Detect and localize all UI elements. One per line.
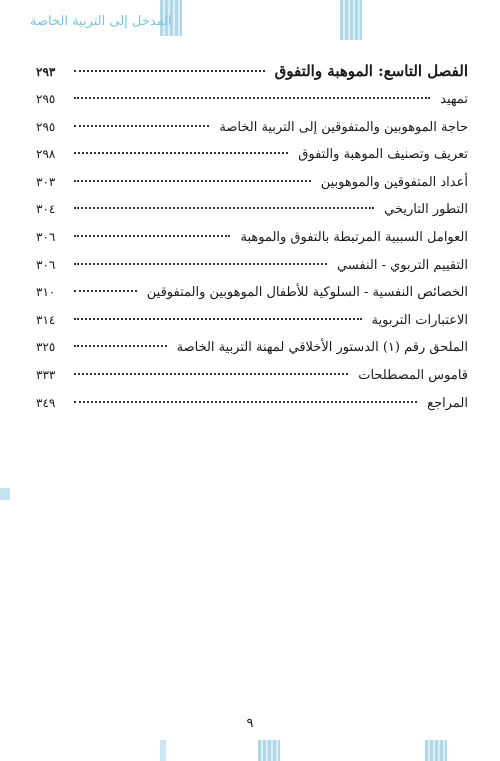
toc-leader-dots — [74, 263, 327, 265]
toc-entry-title: الخصائص النفسية - السلوكية للأطفال الموهوبين والمتفوقين — [146, 285, 468, 301]
toc-leader-dots — [74, 345, 167, 347]
toc-entry[interactable] — [36, 92, 468, 120]
toc-entry-title: التطور التاريخي — [384, 202, 468, 218]
toc-entry-page: ٢٩٣ — [36, 65, 56, 79]
running-head: المدخل إلى التربية الخاصة — [30, 14, 172, 29]
toc-leader-dots — [74, 207, 374, 209]
toc-leader-dots — [74, 97, 430, 99]
toc-chapter-entry[interactable] — [36, 62, 468, 92]
decorative-mark-left — [0, 488, 10, 500]
toc-entry[interactable] — [36, 175, 468, 203]
toc-entry-page: ٣٠٤ — [36, 202, 56, 217]
table-of-contents — [36, 62, 468, 423]
toc-entry-page: ٣١٠ — [36, 285, 56, 300]
toc-entry-page: ٢٩٥ — [36, 119, 56, 134]
toc-entry-page: ٢٩٨ — [36, 147, 56, 162]
toc-entry-page: ٣٠٦ — [36, 229, 56, 244]
toc-entry-title: العوامل السببية المرتبطة بالتفوق والموهبة — [240, 229, 468, 245]
toc-leader-dots — [74, 180, 311, 182]
toc-entry-title: تعريف وتصنيف الموهبة والتفوق — [298, 147, 468, 163]
toc-leader-dots — [74, 125, 209, 127]
toc-entry-page: ٣٠٦ — [36, 257, 56, 272]
toc-leader-dots — [74, 290, 137, 292]
page-number: ٩ — [246, 716, 254, 731]
toc-leader-dots — [74, 235, 230, 237]
toc-entry-page: ٣٤٩ — [36, 395, 56, 410]
toc-entry-page: ٢٩٥ — [36, 92, 56, 106]
toc-entry-title: الفصل التاسع: الموهبة والتفوق — [274, 62, 468, 80]
toc-entry[interactable] — [36, 258, 468, 286]
decorative-bar-bottom-left — [160, 740, 166, 761]
toc-leader-dots — [74, 373, 348, 375]
toc-entry-title: الاعتبارات التربوية — [371, 312, 468, 328]
toc-entry[interactable] — [36, 285, 468, 313]
toc-entry[interactable] — [36, 230, 468, 258]
decorative-bar-bottom-right — [425, 740, 447, 761]
toc-entry-title: حاجة الموهوبين والمتفوقين إلى التربية الخاصة — [219, 119, 468, 135]
toc-entry-page: ٣٣٣ — [36, 367, 56, 382]
toc-entry-page: ٣١٤ — [36, 312, 56, 327]
toc-leader-dots — [74, 152, 288, 154]
toc-entry[interactable] — [36, 396, 468, 424]
toc-entry-title: المراجع — [427, 395, 468, 411]
toc-entry[interactable] — [36, 147, 468, 175]
toc-entry-title: أعداد المتفوقين والموهوبين — [320, 174, 468, 190]
toc-entry[interactable] — [36, 340, 468, 368]
toc-entry-title: تمهيد — [440, 92, 468, 107]
toc-entry-title: الملحق رقم (١) الدستور الأخلاقي لمهنة التربية الخاصة — [176, 340, 468, 356]
toc-leader-dots — [74, 70, 265, 72]
toc-entry[interactable] — [36, 313, 468, 341]
decorative-bar-top-center — [340, 0, 362, 40]
toc-leader-dots — [74, 401, 417, 403]
decorative-bar-bottom-center — [258, 740, 280, 761]
toc-leader-dots — [74, 318, 362, 320]
toc-entry-page: ٣٢٥ — [36, 340, 56, 355]
toc-entry-title: قاموس المصطلحات — [358, 367, 468, 383]
toc-entry[interactable] — [36, 202, 468, 230]
toc-entry-title: التقييم التربوي - النفسي — [336, 257, 468, 273]
toc-entry[interactable] — [36, 120, 468, 148]
toc-entry-page: ٣٠٣ — [36, 174, 56, 189]
toc-entry[interactable] — [36, 368, 468, 396]
